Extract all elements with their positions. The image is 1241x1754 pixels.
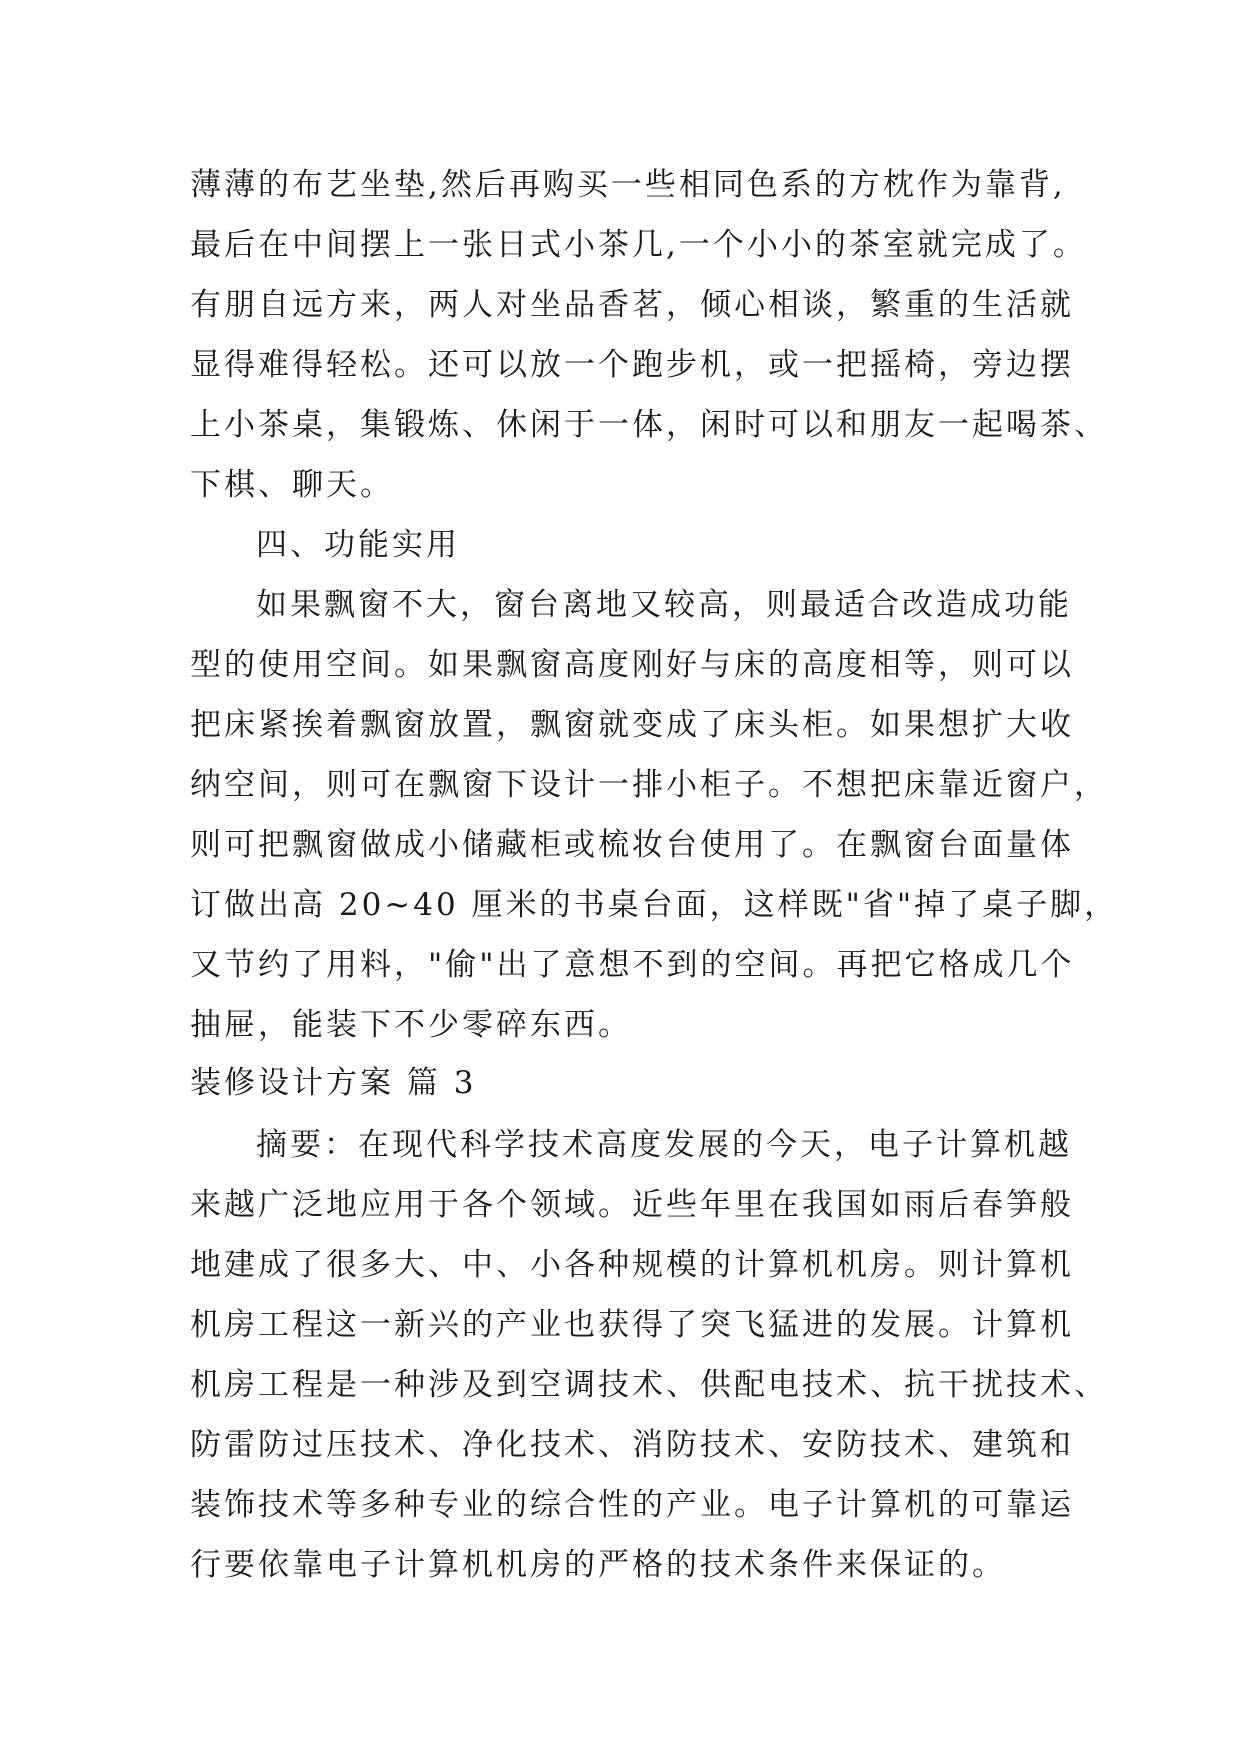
paragraph-line: 来越广泛地应用于各个领域。近些年里在我国如雨后春笋般 xyxy=(190,1187,1074,1223)
paragraph-line: 订做出高 20~40 厘米的书桌台面，这样既"省"掉了桌子脚， xyxy=(190,887,1119,923)
paragraph-line: 行要依靠电子计算机机房的严格的技术条件来保证的。 xyxy=(190,1547,1006,1583)
paragraph-line: 装饰技术等多种专业的综合性的产业。电子计算机的可靠运 xyxy=(190,1487,1074,1523)
paragraph-line: 纳空间，则可在飘窗下设计一排小柜子。不想把床靠近窗户， xyxy=(190,767,1108,803)
paragraph-line: 把床紧挨着飘窗放置，飘窗就变成了床头柜。如果想扩大收 xyxy=(190,707,1074,743)
paragraph-line: 下棋、聊天。 xyxy=(190,467,394,503)
paragraph-line: 上小茶桌，集锻炼、休闲于一体，闲时可以和朋友一起喝茶、 xyxy=(190,407,1108,443)
paragraph-line: 最后在中间摆上一张日式小茶几,一个小小的茶室就完成了。 xyxy=(190,227,1087,263)
paragraph-line: 有朋自远方来，两人对坐品香茗，倾心相谈，繁重的生活就 xyxy=(190,287,1074,323)
paragraph-line: 防雷防过压技术、净化技术、消防技术、安防技术、建筑和 xyxy=(190,1427,1074,1463)
paragraph-line: 又节约了用料，"偷"出了意想不到的空间。再把它格成几个 xyxy=(190,947,1075,983)
paragraph-line: 薄薄的布艺坐垫,然后再购买一些相同色系的方枕作为靠背, xyxy=(190,167,1066,203)
paragraph-line: 机房工程是一种涉及到空调技术、供配电技术、抗干扰技术、 xyxy=(190,1367,1108,1403)
article-heading: 装修设计方案 篇 3 xyxy=(190,1065,477,1101)
paragraph-line: 显得难得轻松。还可以放一个跑步机，或一把摇椅，旁边摆 xyxy=(190,347,1074,383)
paragraph-line: 则可把飘窗做成小储藏柜或梳妆台使用了。在飘窗台面量体 xyxy=(190,827,1074,863)
paragraph-line: 抽屉，能装下不少零碎东西。 xyxy=(190,1007,632,1043)
paragraph-line: 地建成了很多大、中、小各种规模的计算机机房。则计算机 xyxy=(190,1247,1074,1283)
paragraph-line: 如果飘窗不大，窗台离地又较高，则最适合改造成功能 xyxy=(256,587,1072,623)
section-heading: 四、功能实用 xyxy=(256,527,460,563)
paragraph-line: 型的使用空间。如果飘窗高度刚好与床的高度相等，则可以 xyxy=(190,647,1074,683)
paragraph-line: 摘要：在现代科学技术高度发展的今天，电子计算机越 xyxy=(256,1127,1072,1163)
paragraph-line: 机房工程这一新兴的产业也获得了突飞猛进的发展。计算机 xyxy=(190,1307,1074,1343)
